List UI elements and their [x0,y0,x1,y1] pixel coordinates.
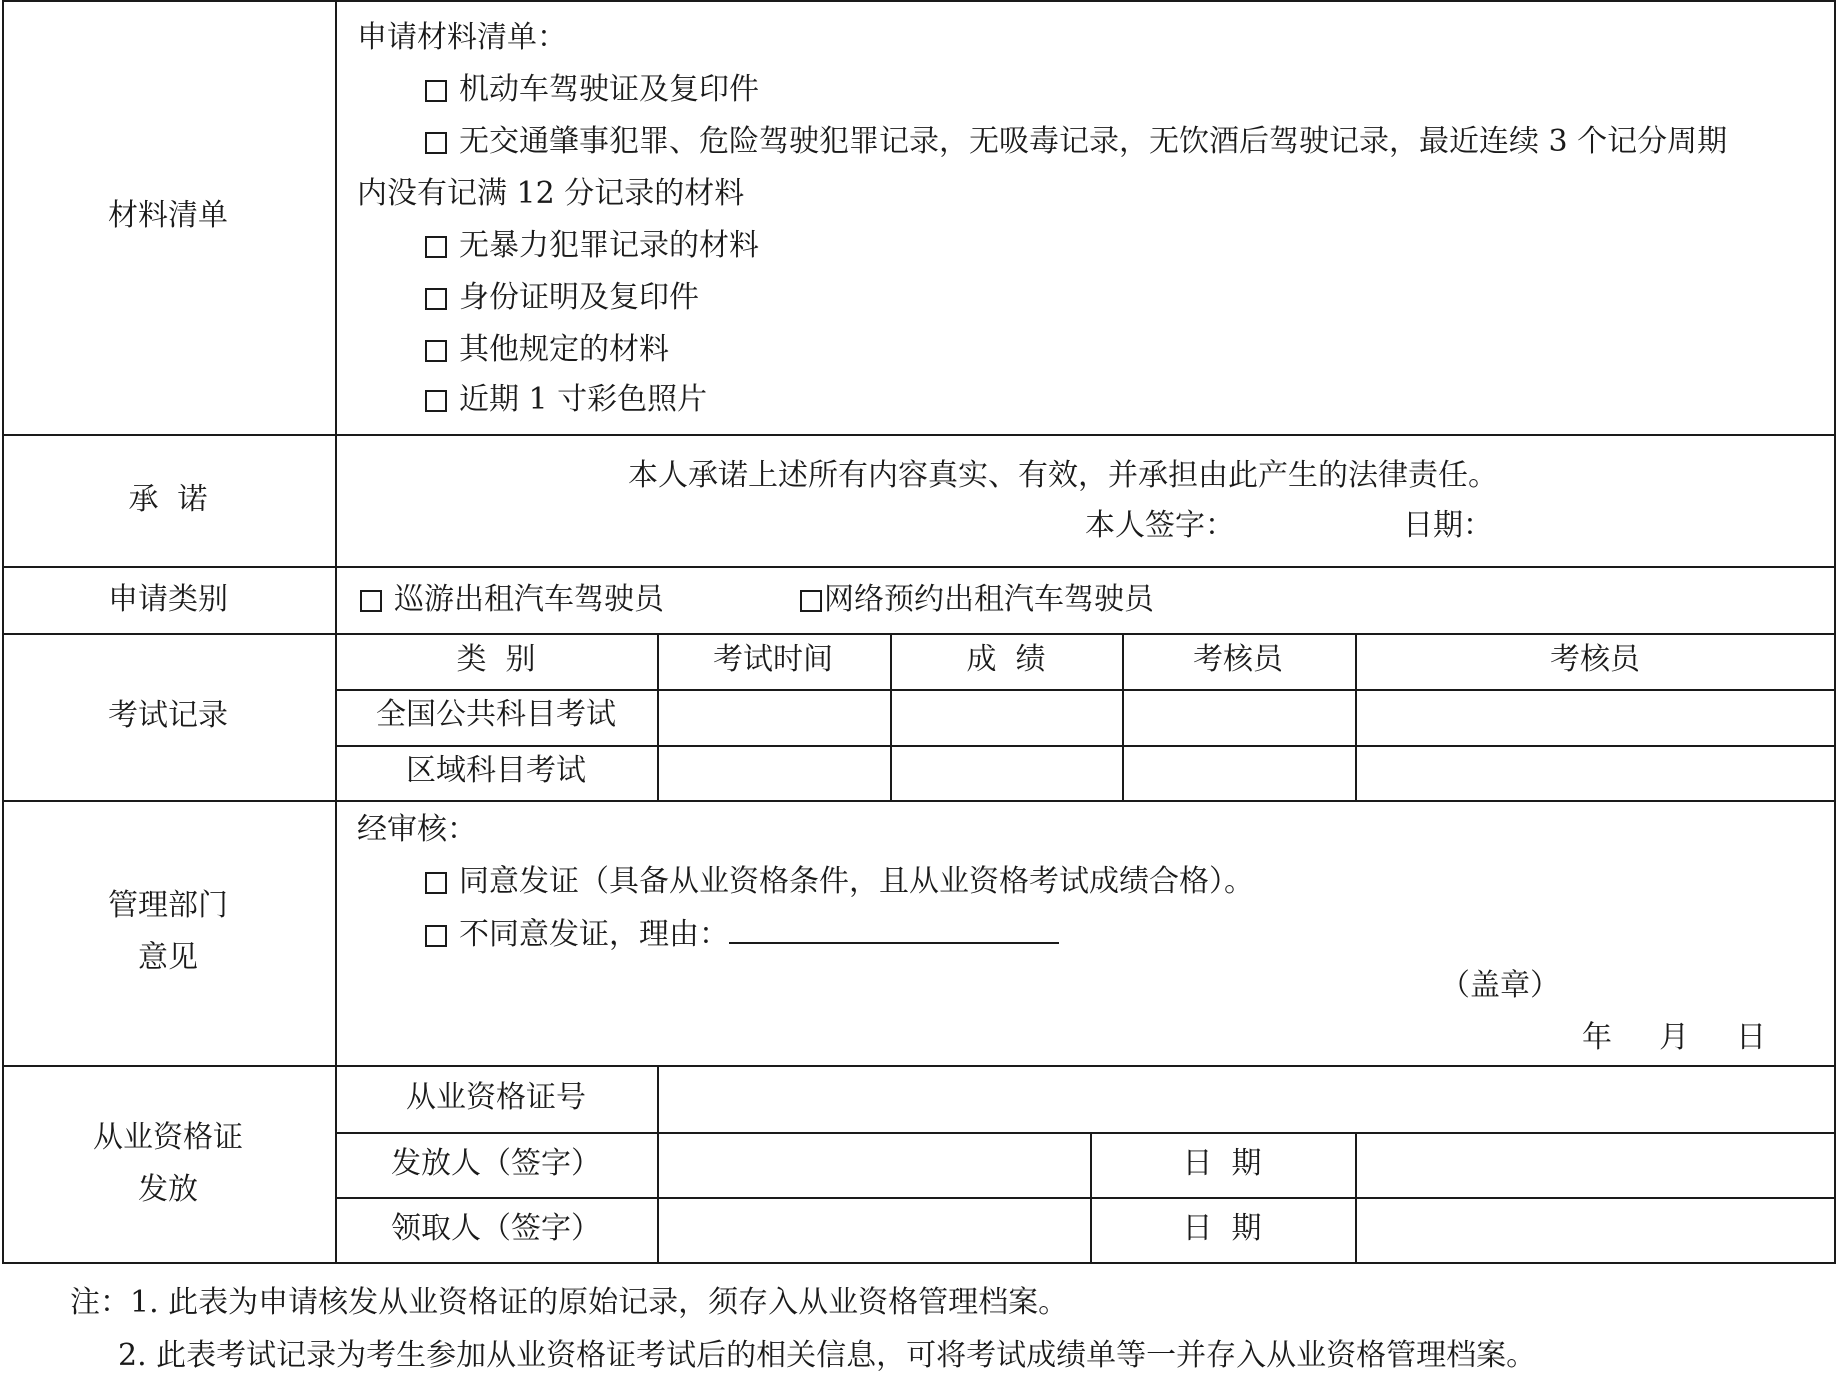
option-reject: 不同意发证，理由： [425,916,1059,953]
review-header: 经审核： [357,812,477,847]
material-item-license: 机动车驾驶证及复印件 [425,72,759,108]
checkbox[interactable] [425,236,447,258]
material-item-records-cont: 内没有记满 12 分记录的材料 [357,176,745,211]
materials-label: 材料清单 [108,198,228,233]
issue-date-label: 日 期 [1182,1146,1262,1181]
row-divider [2,434,1836,436]
col-divider [335,0,337,1264]
exam-header-examiner: 考核员 [1193,642,1283,677]
col-divider [1355,1132,1357,1264]
row-divider [2,1262,1836,1264]
material-item-records: 无交通肇事犯罪、危险驾驶犯罪记录，无吸毒记录，无饮酒后驾驶记录，最近连续 3 个记分周期 [425,124,1727,160]
row-divider [335,745,1836,747]
note-2: 2. 此表考试记录为考生参加从业资格证考试后的相关信息，可将考试成绩单等一并存入从业资格管理档案。 [118,1338,1537,1373]
col-divider [1834,0,1836,1264]
row-divider [335,689,1836,691]
category-option-online: 网络预约出租汽车驾驶员 [800,582,1154,618]
checkbox[interactable] [425,925,447,947]
issue-label-line1: 从业资格证 [93,1120,243,1155]
issue-label-line2: 发放 [138,1172,198,1207]
material-item-no-violence: 无暴力犯罪记录的材料 [425,228,759,264]
col-divider [1355,633,1357,800]
row-divider [2,800,1836,802]
row-divider [2,0,1836,2]
col-divider [657,633,659,800]
issuer-label: 发放人（签字） [391,1146,601,1181]
checkbox[interactable] [425,390,447,412]
exam-label: 考试记录 [108,698,228,733]
checkbox[interactable] [425,340,447,362]
checkbox[interactable] [800,590,822,612]
material-item-other: 其他规定的材料 [425,332,669,368]
row-divider [2,566,1836,568]
col-divider [657,1065,659,1264]
cert-number-label: 从业资格证号 [406,1080,586,1115]
management-label-line2: 意见 [138,940,198,975]
col-divider [1122,633,1124,800]
row-divider [335,1197,1836,1199]
exam-row-regional: 区域科目考试 [406,753,586,788]
row-divider [2,633,1836,635]
management-label-line1: 管理部门 [108,888,228,923]
date-line: 年 月 日 [1582,1020,1767,1055]
seal-label: （盖章） [1440,968,1560,1003]
material-item-id: 身份证明及复印件 [425,280,699,316]
promise-text: 本人承诺上述所有内容真实、有效，并承担由此产生的法律责任。 [628,458,1498,493]
exam-header-category: 类 别 [456,642,536,677]
exam-header-time: 考试时间 [713,642,833,677]
checkbox[interactable] [425,132,447,154]
col-divider [1090,1132,1092,1264]
exam-header-examiner-2: 考核员 [1550,642,1640,677]
promise-label: 承 诺 [128,482,208,517]
checkbox[interactable] [360,590,382,612]
row-divider [335,1132,1836,1134]
category-option-cruise: 巡游出租汽车驾驶员 [360,582,664,618]
checkbox[interactable] [425,872,447,894]
category-label: 申请类别 [108,582,228,617]
note-1: 注：1. 此表为申请核发从业资格证的原始记录，须存入从业资格管理档案。 [70,1285,1069,1320]
receiver-label: 领取人（签字） [391,1211,601,1246]
checkbox[interactable] [425,80,447,102]
col-divider [890,633,892,800]
option-approve: 同意发证（具备从业资格条件，且从业资格考试成绩合格）。 [425,864,1254,900]
exam-row-national: 全国公共科目考试 [376,697,616,732]
checkbox[interactable] [425,288,447,310]
receive-date-label: 日 期 [1182,1211,1262,1246]
promise-date-label: 日期： [1403,508,1493,543]
exam-header-score: 成 绩 [966,642,1046,677]
material-item-photo: 近期 1 寸彩色照片 [425,382,707,418]
materials-header: 申请材料清单： [357,20,567,55]
reason-blank[interactable] [729,916,1059,944]
col-divider [2,0,4,1264]
row-divider [2,1065,1836,1067]
signature-label: 本人签字： [1085,508,1235,543]
